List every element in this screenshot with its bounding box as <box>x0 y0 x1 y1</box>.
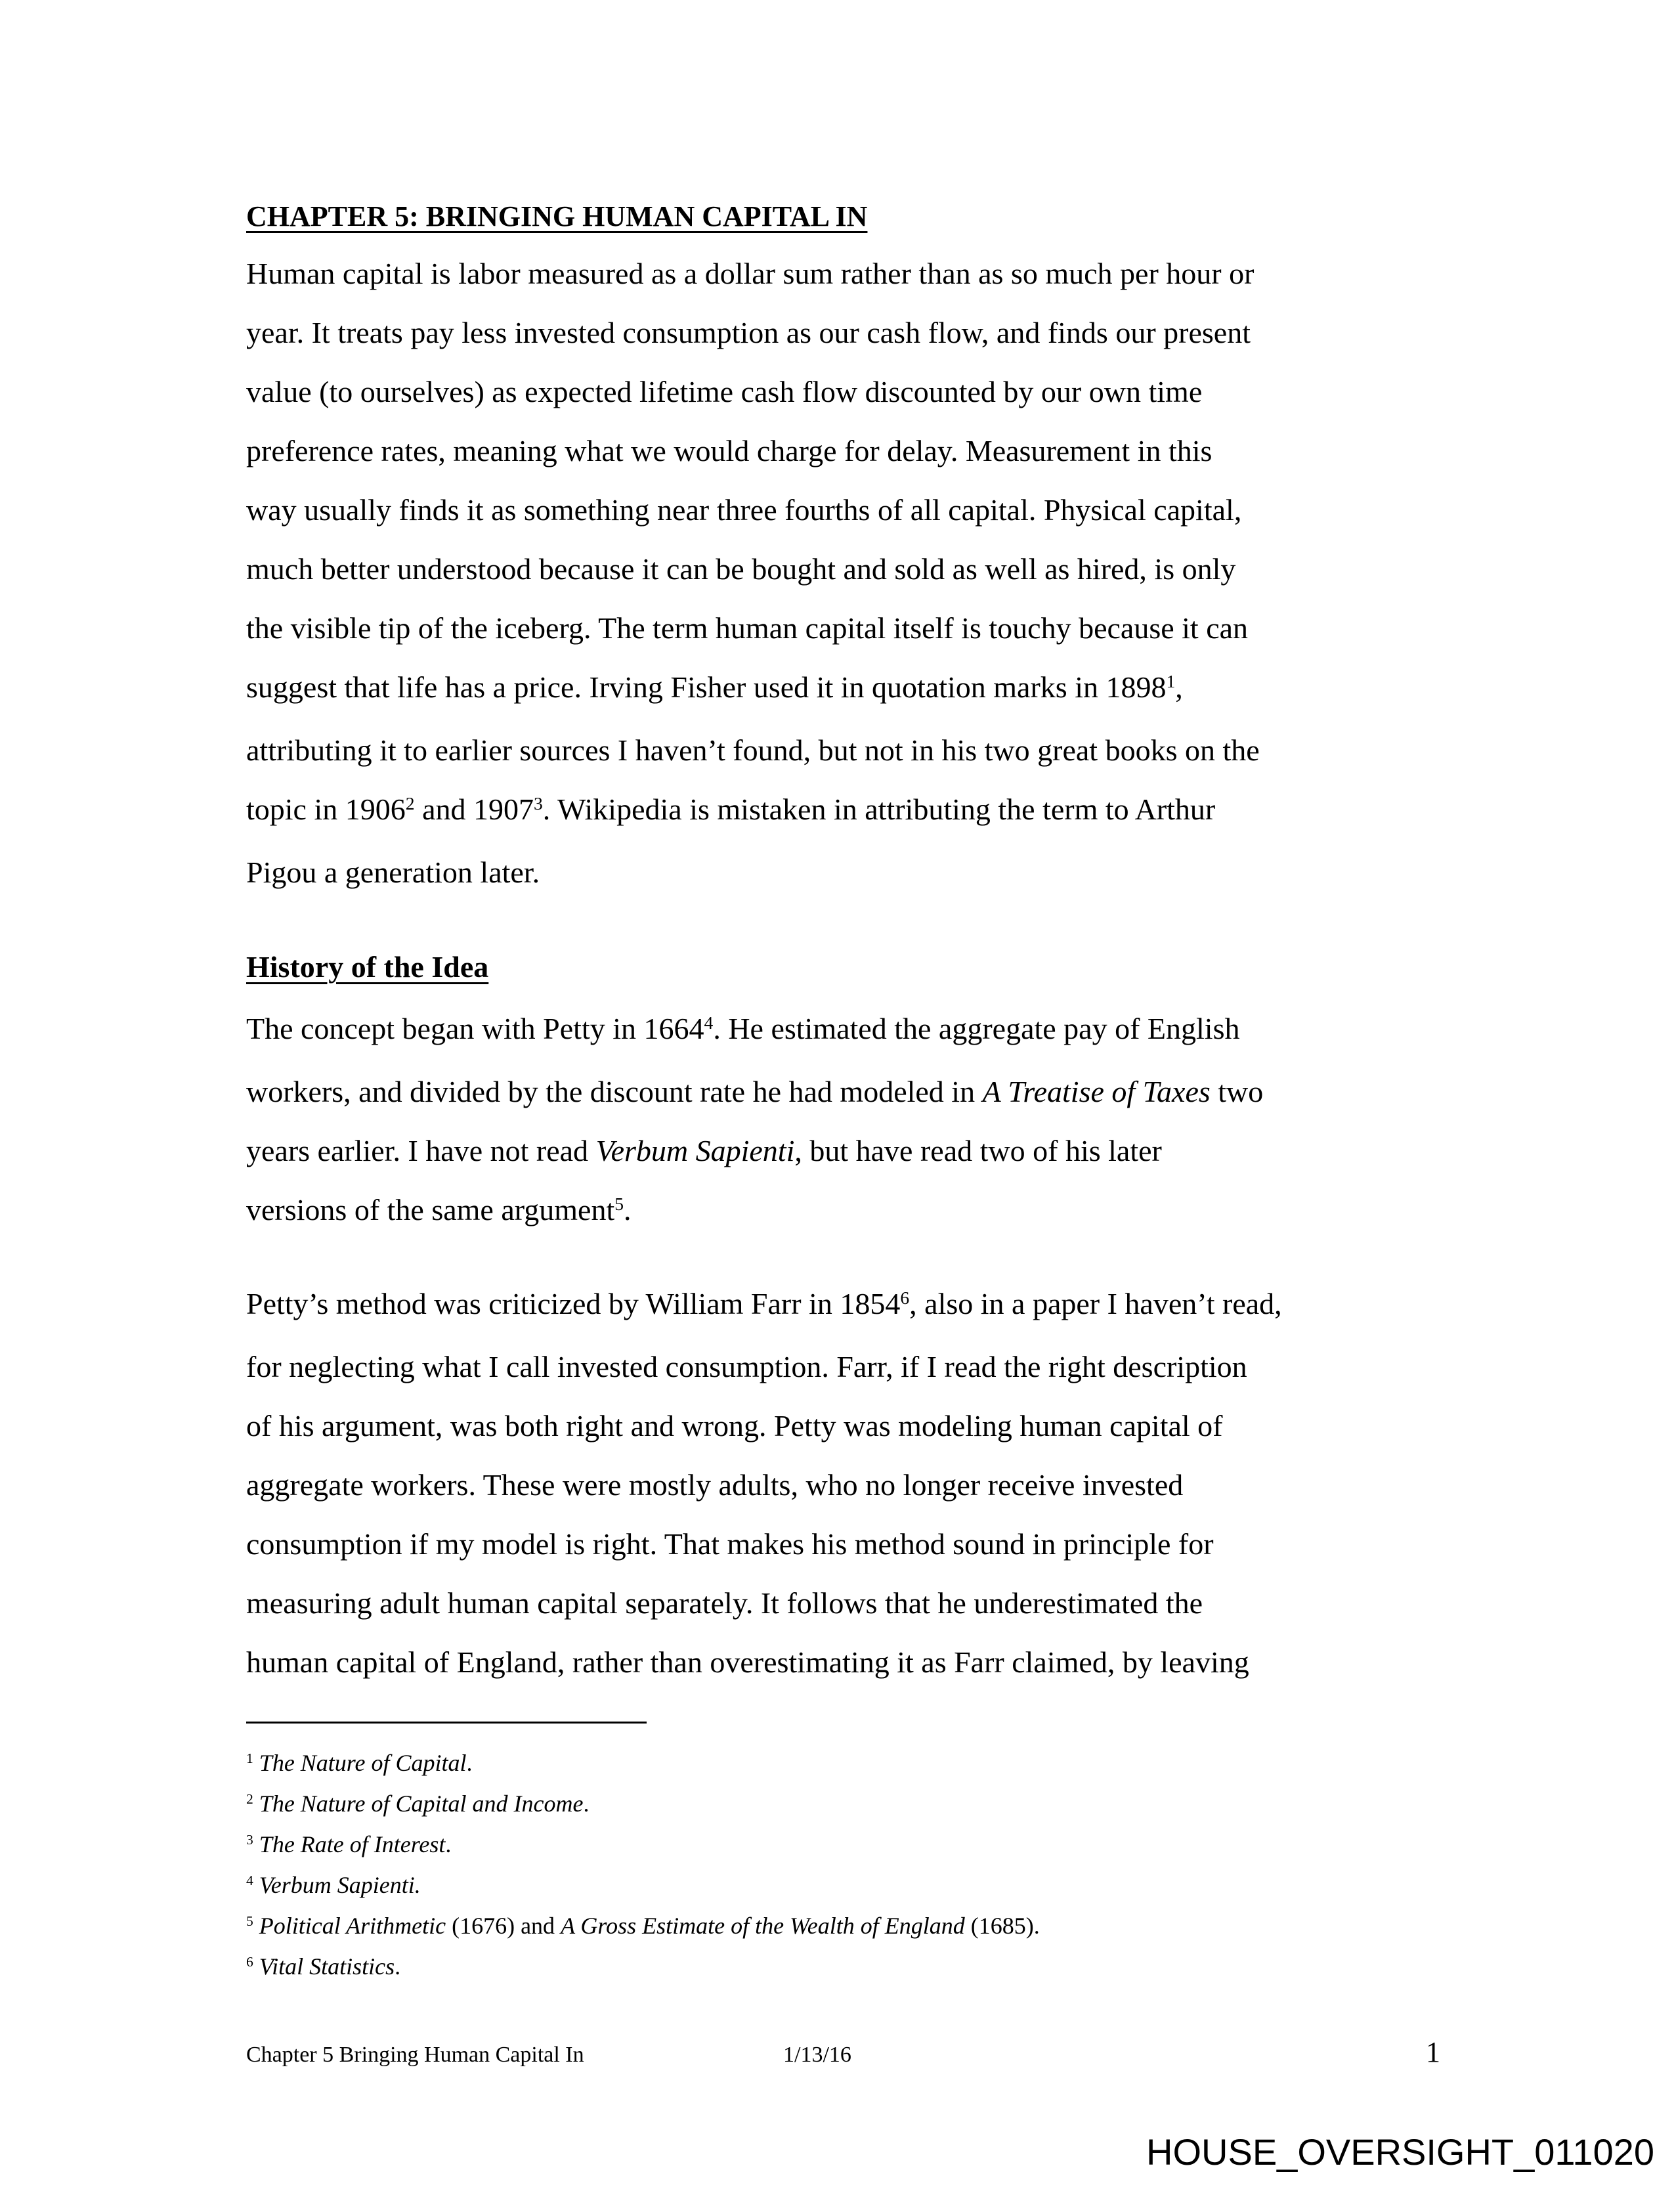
text-run: aggregate workers. These were mostly adults, who no longer receive invested <box>246 1468 1184 1502</box>
text-run: versions of the same argument <box>246 1193 615 1226</box>
text-run: , but have read two of his later <box>794 1134 1162 1167</box>
text-run: . <box>445 1831 452 1857</box>
text-run: (1676) and <box>446 1913 561 1939</box>
paragraph-history <box>246 999 1263 1244</box>
text-run: . <box>466 1750 473 1776</box>
text-line <box>246 422 1260 481</box>
text-run: , <box>1175 670 1183 704</box>
text-line <box>246 780 1260 843</box>
chapter-title: CHAPTER 5: BRINGING HUMAN CAPITAL IN <box>246 200 868 232</box>
footnote-reference: 1 <box>1166 670 1176 691</box>
text-run <box>253 1831 259 1857</box>
text-run: measuring adult human capital separately. It follows that he underestimated the <box>246 1586 1203 1620</box>
paragraph-intro <box>246 244 1260 902</box>
text-run: Human capital is labor measured as a dollar sum rather than as so much per hour or <box>246 257 1255 290</box>
text-line <box>246 1397 1282 1456</box>
text-run <box>253 1750 259 1776</box>
text-run: year. It treats pay less invested consumption as our cash flow, and finds our present <box>246 316 1251 349</box>
text-run: human capital of England, rather than overestimating it as Farr claimed, by leaving <box>246 1645 1249 1679</box>
text-run: The concept began with Petty in 1664 <box>246 1012 704 1045</box>
text-line <box>246 244 1260 303</box>
text-run: Verbum Sapienti. <box>259 1872 421 1898</box>
text-run: preference rates, meaning what we would charge for delay. Measurement in this <box>246 434 1213 467</box>
text-run: topic in 1906 <box>246 792 406 826</box>
text-line <box>246 658 1260 721</box>
text-run: . He estimated the aggregate pay of English <box>713 1012 1240 1045</box>
text-run: Vital Statistics <box>259 1953 395 1980</box>
footnote-reference: 1 <box>246 1750 253 1767</box>
paragraph-petty-farr <box>246 1274 1282 1692</box>
text-line <box>246 1826 1040 1867</box>
text-run: The Rate of Interest <box>259 1831 446 1857</box>
text-run: much better understood because it can be bought and sold as well as hired, is only <box>246 552 1236 586</box>
footnote-reference: 3 <box>533 792 543 813</box>
text-run: value (to ourselves) as expected lifetime cash flow discounted by our own time <box>246 375 1203 408</box>
text-line <box>246 1062 1263 1121</box>
text-line <box>246 999 1263 1062</box>
text-run: . <box>583 1790 590 1817</box>
text-run: Verbum Sapienti <box>595 1134 795 1167</box>
text-run: A Treatise of Taxes <box>982 1075 1211 1108</box>
text-run: consumption if my model is right. That makes his method sound in principle for <box>246 1527 1214 1561</box>
text-line <box>246 1337 1282 1397</box>
text-line <box>246 1907 1040 1948</box>
footnote-reference: 3 <box>246 1832 253 1848</box>
text-run: for neglecting what I call invested consumption. Farr, if I read the right description <box>246 1350 1247 1383</box>
text-run: . Wikipedia is mistaken in attributing the term to Arthur <box>542 792 1216 826</box>
text-run <box>253 1953 259 1980</box>
text-line <box>246 721 1260 780</box>
text-run: The Nature of Capital and Income <box>259 1790 584 1817</box>
footnote-reference: 2 <box>246 1791 253 1808</box>
text-line <box>246 599 1260 658</box>
text-run: of his argument, was both right and wrong. Petty was modeling human capital of <box>246 1409 1223 1442</box>
text-line <box>246 1121 1263 1181</box>
text-line <box>246 1867 1040 1907</box>
text-run: Pigou a generation later. <box>246 856 540 889</box>
footnotes-list <box>246 1745 1040 1989</box>
footnote-reference: 6 <box>900 1287 910 1308</box>
footnote-reference: 6 <box>246 1954 253 1970</box>
footer-date: 1/13/16 <box>783 2043 851 2067</box>
text-line <box>246 1785 1040 1826</box>
bates-stamp: HOUSE_OVERSIGHT_011020 <box>1146 2131 1654 2173</box>
text-line <box>246 1456 1282 1515</box>
text-line <box>246 1745 1040 1785</box>
text-line <box>246 1181 1263 1244</box>
text-run: suggest that life has a price. Irving Fisher used it in quotation marks in 1898 <box>246 670 1167 704</box>
text-line <box>246 1574 1282 1633</box>
text-run: and 1907 <box>414 792 534 826</box>
text-run: Petty’s method was criticized by William Farr in 1854 <box>246 1287 901 1320</box>
text-run: (1685). <box>964 1913 1040 1939</box>
footnote-reference: 4 <box>246 1873 253 1889</box>
text-run: . <box>624 1193 632 1226</box>
text-run: the visible tip of the iceberg. The term human capital itself is touchy because it can <box>246 611 1249 645</box>
text-run: attributing it to earlier sources I haven’t found, but not in his two great books on the <box>246 733 1260 767</box>
text-run: , also in a paper I haven’t read, <box>909 1287 1282 1320</box>
footnote-reference: 4 <box>704 1012 714 1033</box>
text-run: workers, and divided by the discount rate he had modeled in <box>246 1075 983 1108</box>
footnote-separator-rule <box>246 1722 647 1724</box>
text-line <box>246 540 1260 599</box>
text-line <box>246 1274 1282 1337</box>
text-line <box>246 481 1260 540</box>
text-run: A Gross Estimate of the Wealth of England <box>561 1913 965 1939</box>
text-run: way usually finds it as something near three fourths of all capital. Physical capital, <box>246 493 1242 527</box>
text-line <box>246 1515 1282 1574</box>
text-line <box>246 362 1260 422</box>
footer-chapter-label: Chapter 5 Bringing Human Capital In <box>246 2043 584 2067</box>
text-run <box>253 1790 259 1817</box>
footnote-reference: 5 <box>246 1913 253 1930</box>
text-run: . <box>395 1953 401 1980</box>
text-run: Political Arithmetic <box>259 1913 446 1939</box>
text-run <box>253 1913 259 1939</box>
text-line <box>246 303 1260 362</box>
text-run: years earlier. I have not read <box>246 1134 596 1167</box>
text-run: two <box>1210 1075 1264 1108</box>
footer-page-number: 1 <box>1426 2036 1440 2068</box>
text-line <box>246 1948 1040 1989</box>
text-run: The Nature of Capital <box>259 1750 467 1776</box>
footnote-reference: 2 <box>405 792 415 813</box>
footnote-reference: 5 <box>614 1193 624 1214</box>
text-run <box>253 1872 259 1898</box>
text-line <box>246 843 1260 902</box>
text-line <box>246 1633 1282 1692</box>
section-heading-history-of-the-idea: History of the Idea <box>246 950 489 984</box>
